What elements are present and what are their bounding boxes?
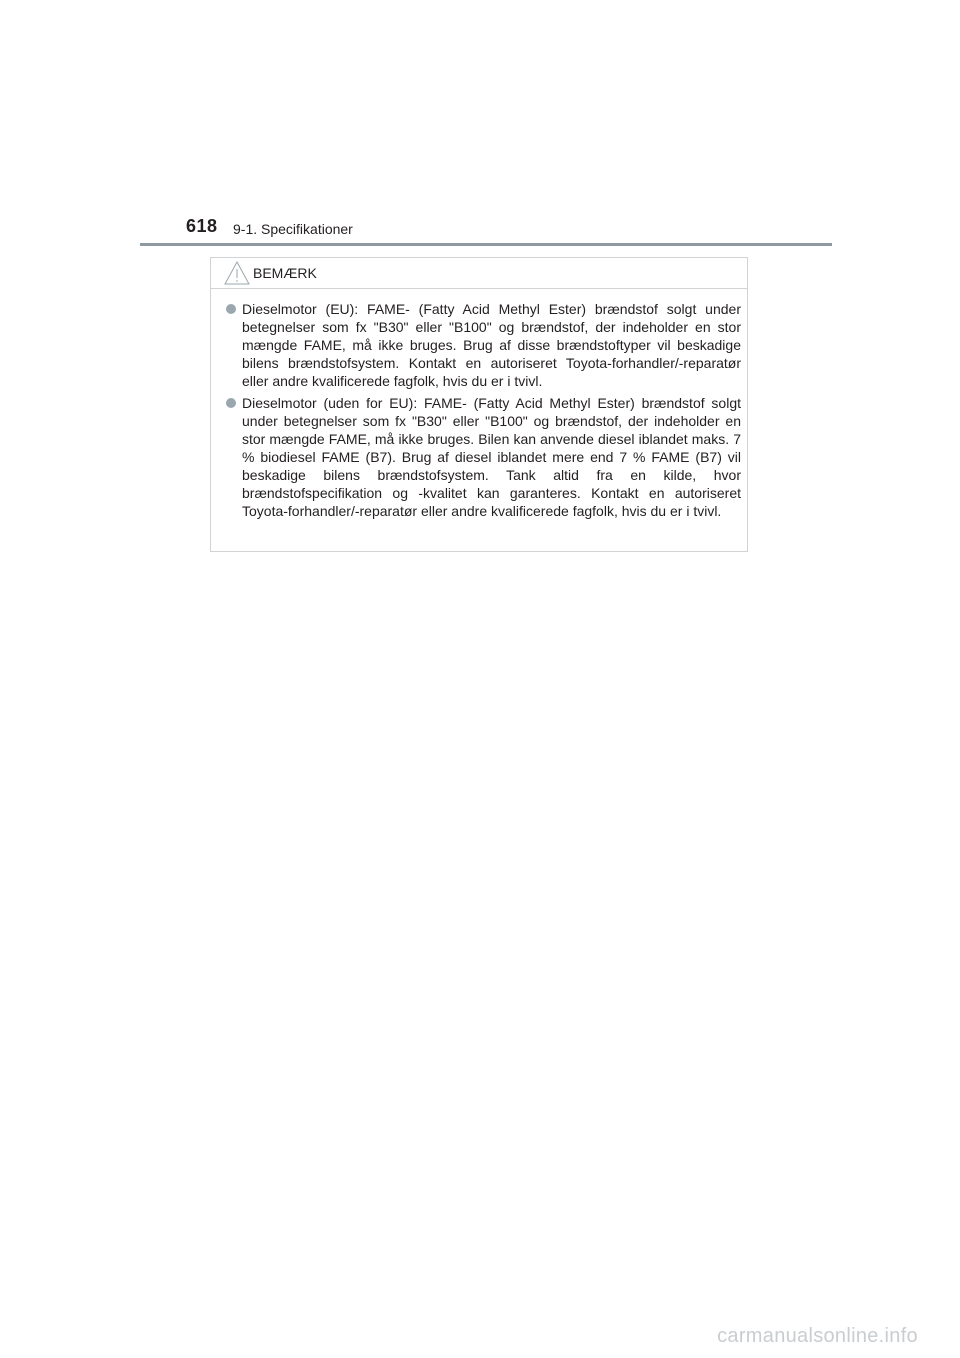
bullet-icon <box>226 398 236 408</box>
notice-header <box>211 258 747 289</box>
notice-body <box>211 289 747 520</box>
notice-title: BEMÆRK <box>253 265 317 281</box>
notice-box <box>210 257 748 552</box>
watermark: carmanualsonline.info <box>717 1325 918 1347</box>
notice-item-text: Dieselmotor (EU): FAME- (Fatty Acid Methyl Ester) brændstof solgt under betegnelser som fx "B30" eller "B100" og brændstof, der indeholder en stor mængde FAME, må ikke bruges. Brug af disse brændstoftyper vil beskadige bilens brændstofsystem. Kontakt en autoriseret Toyota-forhandler/-reparatør eller andre kvalificerede fagfolk, hvis du er i tvivl. <box>242 301 741 389</box>
section-title: 9-1. Specifikationer <box>233 221 353 237</box>
notice-item-non-eu <box>242 394 741 520</box>
warning-triangle-icon <box>224 261 250 285</box>
header-rule <box>140 243 832 246</box>
notice-item-text: Dieselmotor (uden for EU): FAME- (Fatty Acid Methyl Ester) brændstof solgt under betegnelser som fx "B30" eller "B100" og brændstof, der indeholder en stor mængde FAME, må ikke bruges. Bilen kan anvende diesel iblandet maks. 7 % biodiesel FAME (B7). Brug af diesel iblandet mere end 7 % FAME (B7) vil beskadige bilens brændstofsystem. Tank altid fra en kilde, hvor brændstofspecifikation og -kvalitet kan garanteres. Kontakt en autoriseret Toyota-forhandler/-reparatør eller andre kvalificerede fagfolk, hvis du er i tvivl. <box>242 395 741 519</box>
notice-item-eu <box>242 300 741 390</box>
bullet-icon <box>226 304 236 314</box>
page-number: 618 <box>186 216 218 236</box>
